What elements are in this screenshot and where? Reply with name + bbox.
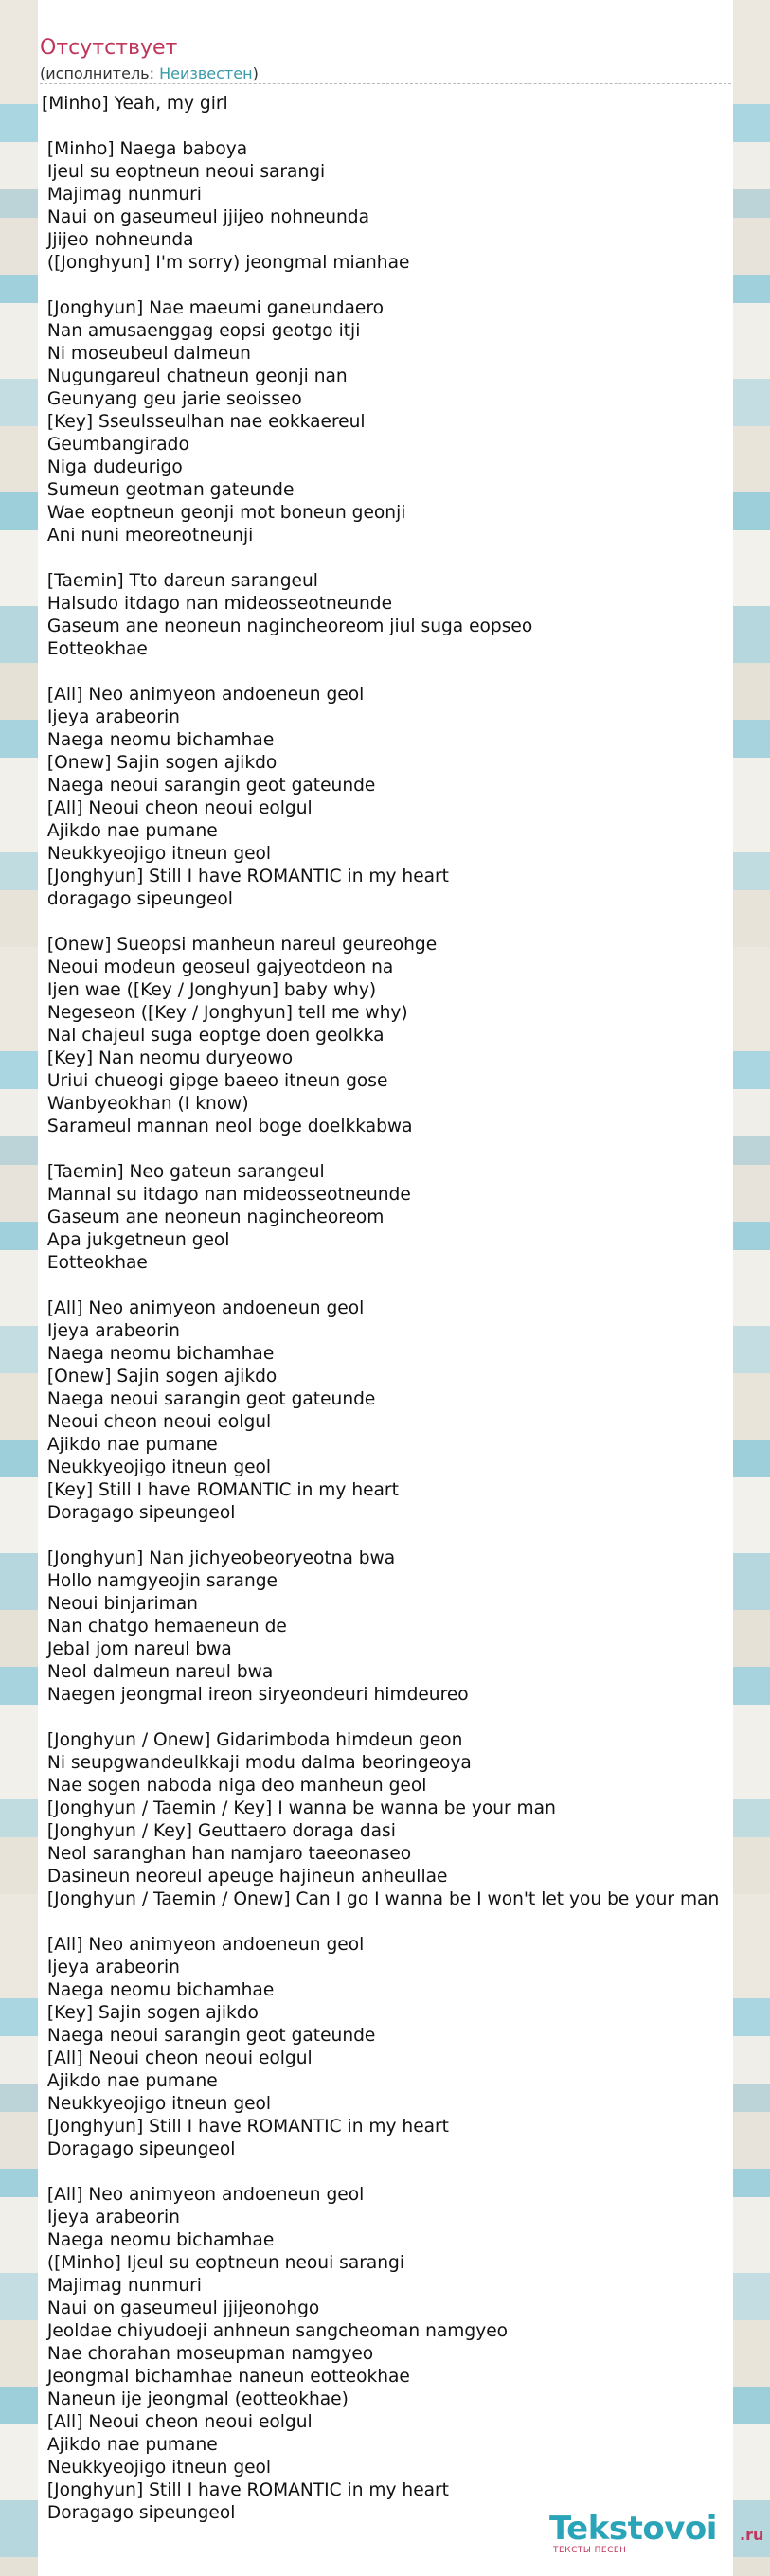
lyric-line: [Jonghyun / Taemin / Key] I wanna be wanna be your man bbox=[42, 1798, 556, 1818]
lyric-line: Geumbangirado bbox=[42, 435, 189, 455]
lyric-line: Neol saranghan han namjaro taeeonaseo bbox=[42, 1844, 412, 1864]
lyric-line: Naega neomu bichamhae bbox=[42, 1344, 275, 1364]
lyric-line: Ijeul su eoptneun neoui sarangi bbox=[42, 162, 326, 182]
artist-prefix: (исполнитель: bbox=[40, 64, 160, 82]
lyric-line: Doragago sipeungeol bbox=[42, 1503, 236, 1523]
lyric-line: Neukkyeojigo itneun geol bbox=[42, 844, 272, 864]
stanza-break bbox=[42, 547, 766, 570]
stanza-break bbox=[42, 2161, 766, 2184]
lyric-line: Apa jukgetneun geol bbox=[42, 1230, 230, 1250]
lyric-line: [All] Neoui cheon neoui eolgul bbox=[42, 2412, 313, 2432]
lyric-line: [Key] Sajin sogen ajikdo bbox=[42, 2003, 259, 2023]
lyric-line: Jeoldae chiyudoeji anhneun sangcheoman namgyeo bbox=[42, 2321, 509, 2341]
lyric-line: [Jonghyun / Taemin / Onew] Can I go I wanna be I won't let you be your man bbox=[42, 1889, 720, 1909]
lyric-line: Eotteokhae bbox=[42, 1253, 148, 1273]
lyric-line: Ni moseubeul dalmeun bbox=[42, 344, 251, 364]
lyric-line: [All] Neoui cheon neoui eolgul bbox=[42, 2048, 313, 2068]
lyric-line: Jeongmal bichamhae naneun eotteokhae bbox=[42, 2367, 410, 2387]
lyric-line: [All] Neo animyeon andoeneun geol bbox=[42, 2185, 365, 2205]
lyric-line: [Minho] Naega baboya bbox=[42, 139, 248, 159]
lyric-line: Jebal jom nareul bwa bbox=[42, 1639, 232, 1659]
lyric-line: [Taemin] Neo gateun sarangeul bbox=[42, 1162, 325, 1182]
artist-line bbox=[40, 64, 259, 82]
lyric-line: Naneun ije jeongmal (eotteokhae) bbox=[42, 2389, 349, 2409]
lyric-line: [Key] Nan neomu duryeowo bbox=[42, 1048, 294, 1068]
lyric-line: Neukkyeojigo itneun geol bbox=[42, 2458, 272, 2478]
site-logo[interactable] bbox=[549, 2510, 769, 2555]
lyric-line: Ajikdo nae pumane bbox=[42, 1435, 218, 1455]
song-title: Отсутствует bbox=[40, 36, 178, 60]
artist-suffix: ) bbox=[252, 64, 259, 82]
lyric-line: Doragago sipeungeol bbox=[42, 2139, 236, 2159]
lyric-line: Ni seupgwandeulkkaji modu dalma beoringeoya bbox=[42, 1753, 472, 1773]
lyric-line: [All] Neo animyeon andoeneun geol bbox=[42, 1935, 365, 1955]
lyrics-text bbox=[42, 93, 766, 2525]
lyric-line: doragago sipeungeol bbox=[42, 889, 233, 909]
lyric-line: Eotteokhae bbox=[42, 639, 148, 659]
stanza-break bbox=[42, 661, 766, 684]
lyric-line: Ijeya arabeorin bbox=[42, 1321, 180, 1341]
lyric-line: Nan amusaenggag eopsi geotgo itji bbox=[42, 321, 361, 341]
lyric-line: Uriui chueogi gipge baeeo itneun gose bbox=[42, 1071, 388, 1091]
lyric-line: Halsudo itdago nan mideosseotneunde bbox=[42, 594, 393, 614]
lyric-line: Ajikdo nae pumane bbox=[42, 2071, 218, 2091]
lyric-line: Sarameul mannan neol boge doelkkabwa bbox=[42, 1117, 413, 1136]
lyric-line: [Jonghyun] Nae maeumi ganeundaero bbox=[42, 298, 384, 318]
lyric-line: Neoui modeun geoseul gajyeotdeon na bbox=[42, 957, 394, 977]
lyric-line: Naega neomu bichamhae bbox=[42, 730, 275, 750]
lyric-line: Naui on gaseumeul jjijeonohgo bbox=[42, 2299, 320, 2318]
lyric-line: [Jonghyun / Onew] Gidarimboda himdeun geon bbox=[42, 1730, 463, 1750]
lyric-line: Nan chatgo hemaeneun de bbox=[42, 1617, 287, 1637]
lyric-line: Wanbyeokhan (I know) bbox=[42, 1094, 249, 1114]
lyric-line: Ijeya arabeorin bbox=[42, 2208, 180, 2227]
lyric-line: Neoui cheon neoui eolgul bbox=[42, 1412, 272, 1432]
stanza-break bbox=[42, 1525, 766, 1547]
lyric-line: [Jonghyun] Still I have ROMANTIC in my heart bbox=[42, 867, 449, 886]
lyric-line: Gaseum ane neoneun nagincheoreom bbox=[42, 1208, 385, 1227]
lyric-line: ([Jonghyun] I'm sorry) jeongmal mianhae bbox=[42, 253, 410, 273]
lyric-line: Geunyang geu jarie seoisseo bbox=[42, 389, 302, 409]
lyric-line: Doragago sipeungeol bbox=[42, 2503, 236, 2523]
lyric-line: Ajikdo nae pumane bbox=[42, 2435, 218, 2455]
lyric-line: [Jonghyun] Still I have ROMANTIC in my heart bbox=[42, 2480, 449, 2500]
artist-link[interactable]: Неизвестен bbox=[159, 64, 253, 82]
lyric-line: Nae sogen naboda niga deo manheun geol bbox=[42, 1776, 427, 1796]
stanza-break bbox=[42, 116, 766, 138]
lyric-line: [Onew] Sajin sogen ajikdo bbox=[42, 753, 278, 773]
lyric-line: Naegen jeongmal ireon siryeondeuri himdeureo bbox=[42, 1685, 469, 1705]
lyric-line: Jjijeo nohneunda bbox=[42, 230, 194, 250]
lyric-line: Naega neoui sarangin geot gateunde bbox=[42, 2026, 376, 2046]
lyric-line: Nugungareul chatneun geonji nan bbox=[42, 367, 348, 386]
lyric-line: Hollo namgyeojin sarange bbox=[42, 1571, 278, 1591]
stanza-break bbox=[42, 1707, 766, 1729]
lyric-line: Majimag nunmuri bbox=[42, 185, 202, 205]
lyric-line: ([Minho] Ijeul su eoptneun neoui sarangi bbox=[42, 2253, 405, 2273]
logo-wordmark: Tekstovoi bbox=[549, 2510, 717, 2548]
lyric-line: Nae chorahan moseupman namgyeo bbox=[42, 2344, 374, 2364]
header-divider bbox=[40, 83, 731, 84]
lyric-line: Majimag nunmuri bbox=[42, 2276, 202, 2296]
lyric-line: [Jonghyun / Key] Geuttaero doraga dasi bbox=[42, 1821, 396, 1841]
lyric-line: Niga dudeurigo bbox=[42, 457, 183, 477]
lyric-line: Ijeya arabeorin bbox=[42, 707, 180, 727]
lyric-line: [Onew] Sueopsi manheun nareul geureohge bbox=[42, 935, 438, 955]
stanza-break bbox=[42, 275, 766, 297]
lyric-line: [All] Neo animyeon andoeneun geol bbox=[42, 685, 365, 705]
lyric-line: Naega neoui sarangin geot gateunde bbox=[42, 776, 376, 796]
lyric-line: Naega neomu bichamhae bbox=[42, 1980, 275, 2000]
lyric-line: Ani nuni meoreotneunji bbox=[42, 526, 254, 546]
lyric-line: Neoui binjariman bbox=[42, 1594, 198, 1614]
lyric-line: [Taemin] Tto dareun sarangeul bbox=[42, 571, 318, 591]
lyric-line: Dasineun neoreul apeuge hajineun anheullae bbox=[42, 1867, 448, 1887]
lyric-line: Neukkyeojigo itneun geol bbox=[42, 2094, 272, 2114]
lyric-line: Neukkyeojigo itneun geol bbox=[42, 1458, 272, 1477]
stanza-break bbox=[42, 911, 766, 934]
stanza-break bbox=[42, 1275, 766, 1297]
lyric-line: [Minho] Yeah, my girl bbox=[42, 94, 228, 114]
lyric-line: [Onew] Sajin sogen ajikdo bbox=[42, 1367, 278, 1386]
lyric-line: [Jonghyun] Still I have ROMANTIC in my heart bbox=[42, 2117, 449, 2137]
lyric-line: Negeseon ([Key / Jonghyun] tell me why) bbox=[42, 1003, 408, 1023]
lyric-line: Wae eoptneun geonji mot boneun geonji bbox=[42, 503, 406, 523]
lyric-line: [Jonghyun] Nan jichyeobeoryeotna bwa bbox=[42, 1548, 396, 1568]
lyric-line: Sumeun geotman gateunde bbox=[42, 480, 295, 500]
lyric-line: Neol dalmeun nareul bwa bbox=[42, 1662, 274, 1682]
lyric-line: [All] Neoui cheon neoui eolgul bbox=[42, 798, 313, 818]
lyric-line: [All] Neo animyeon andoeneun geol bbox=[42, 1298, 365, 1318]
lyric-line: Naega neomu bichamhae bbox=[42, 2230, 275, 2250]
lyric-line: Ijeya arabeorin bbox=[42, 1958, 180, 1977]
lyric-line: Ijen wae ([Key / Jonghyun] baby why) bbox=[42, 980, 377, 1000]
lyric-line: Naui on gaseumeul jjijeo nohneunda bbox=[42, 207, 369, 227]
stanza-break bbox=[42, 1138, 766, 1161]
logo-tagline: ТЕКСТЫ ПЕСЕН bbox=[553, 2546, 627, 2555]
lyric-line: Gaseum ane neoneun nagincheoreom jiul suga eopseo bbox=[42, 617, 533, 636]
logo-domain-suffix: .ru bbox=[740, 2526, 764, 2544]
lyric-line: Naega neoui sarangin geot gateunde bbox=[42, 1389, 376, 1409]
lyric-line: Ajikdo nae pumane bbox=[42, 821, 218, 841]
lyric-line: Nal chajeul suga eoptge doen geolkka bbox=[42, 1026, 385, 1046]
stanza-break bbox=[42, 1911, 766, 1934]
lyric-line: [Key] Still I have ROMANTIC in my heart bbox=[42, 1480, 399, 1500]
lyric-line: [Key] Sseulsseulhan nae eokkaereul bbox=[42, 412, 366, 432]
lyric-line: Mannal su itdago nan mideosseotneunde bbox=[42, 1185, 411, 1205]
